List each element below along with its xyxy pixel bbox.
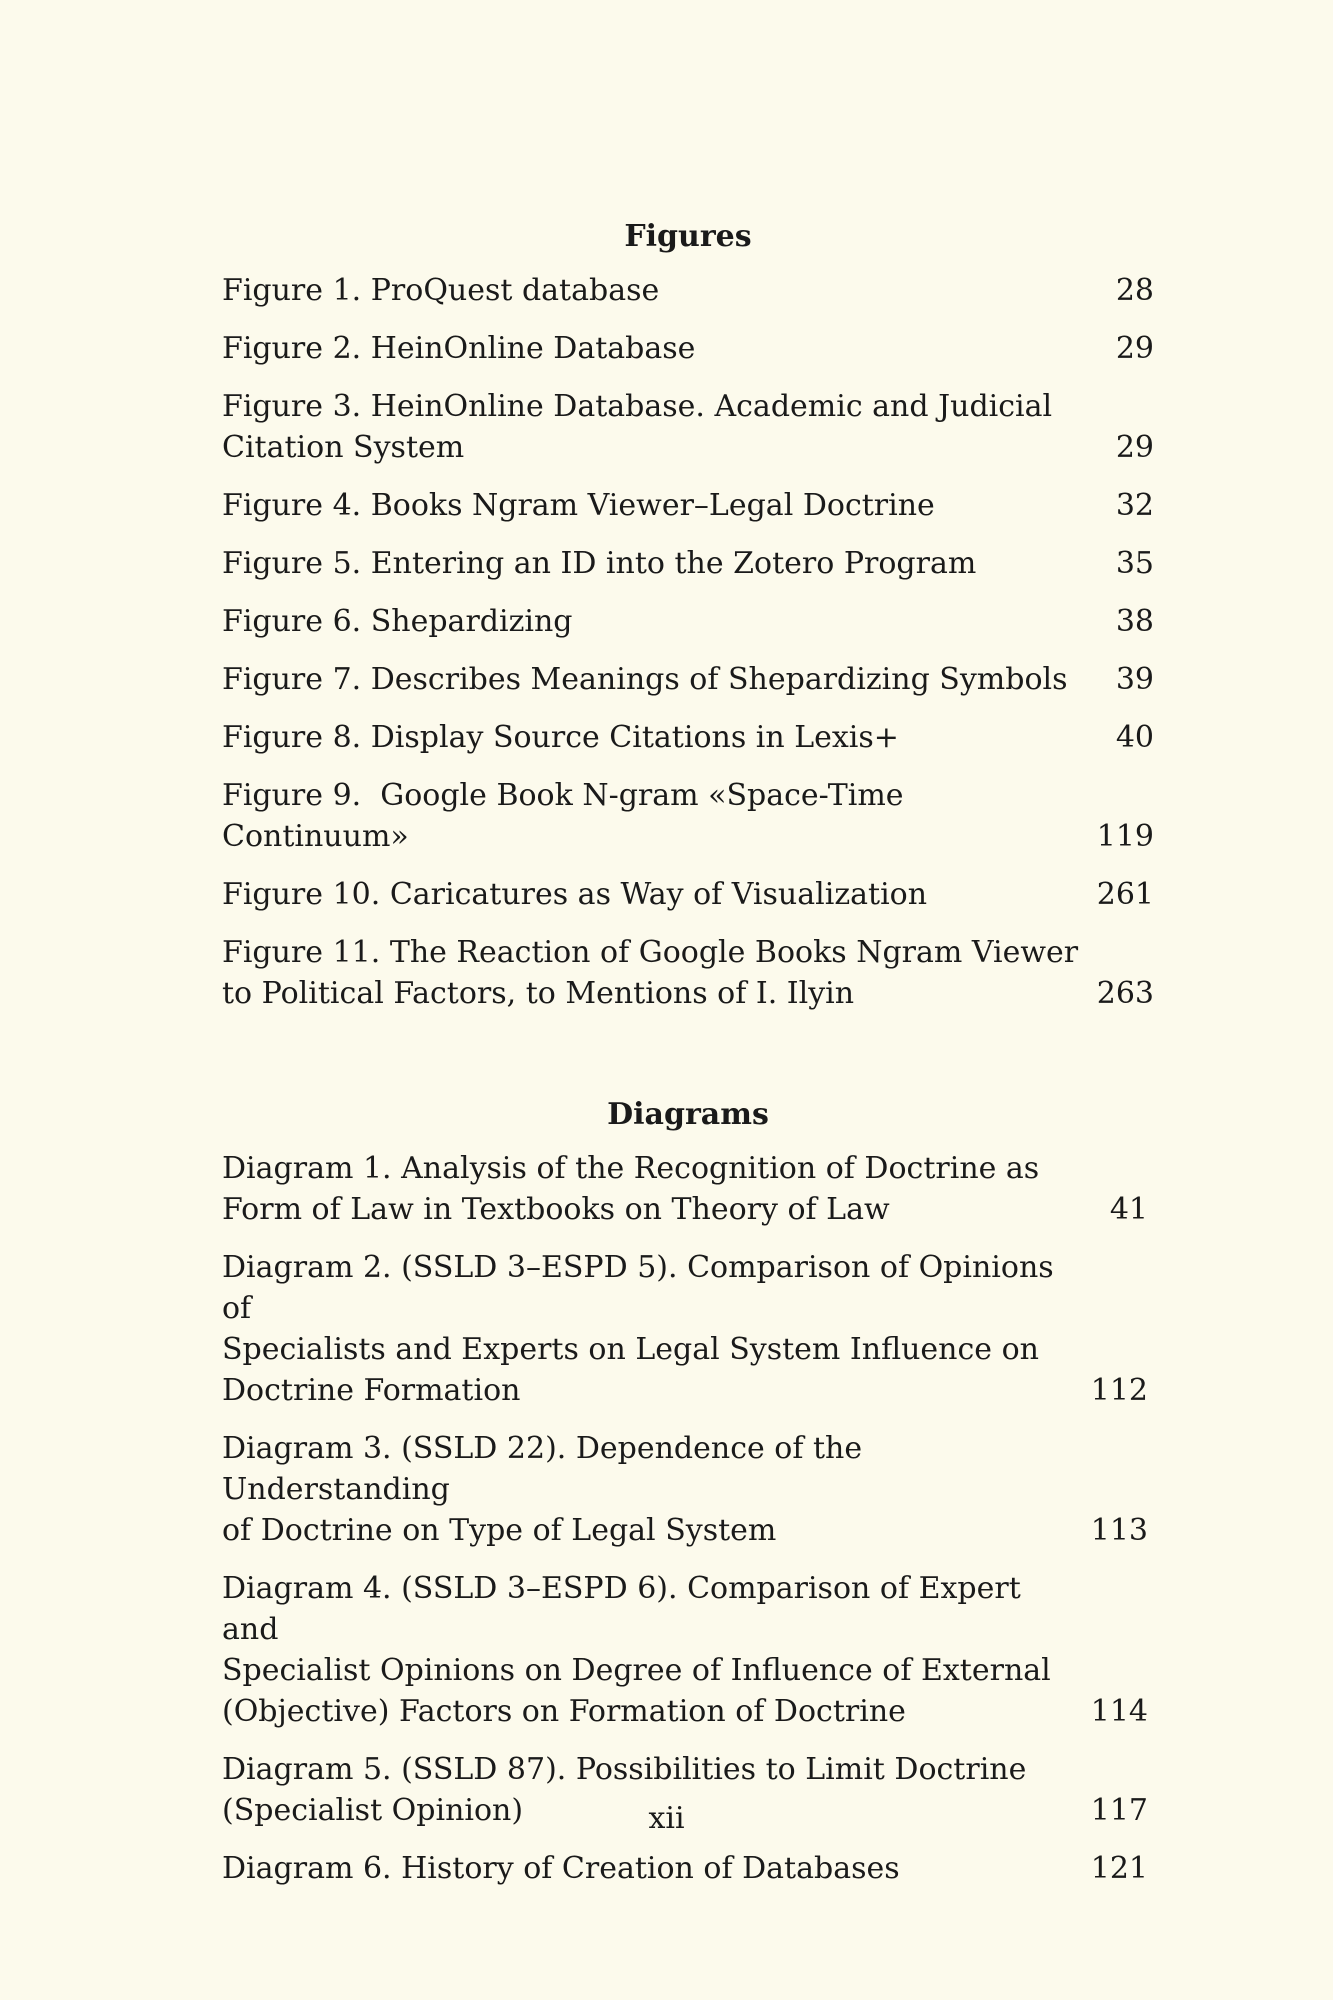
entry-page-number: 28 <box>1115 273 1154 308</box>
entry-title: Diagram 2. (SSLD 3–ESPD 5). Comparison of Opinions of Specialists and Experts on Legal System Influence on Doctrine Formation <box>222 1250 1054 1408</box>
entry-page-number: 261 <box>1096 877 1154 912</box>
entry-title: Figure 8. Display Source Citations in Lexis+ <box>222 720 899 755</box>
entry-page-number: 41 <box>1109 1192 1148 1227</box>
entry-title: Figure 5. Entering an ID into the Zotero Program <box>222 546 977 581</box>
entry-page-number: 114 <box>1090 1694 1148 1729</box>
diagram-entry <box>222 1428 1154 1551</box>
entry-title: Figure 9. Google Book N-gram «Space-Time Continuum» <box>222 778 904 854</box>
diagrams-list <box>222 1148 1154 1889</box>
entry-page-number: 38 <box>1115 604 1154 639</box>
entry-page-number: 263 <box>1096 976 1154 1011</box>
entry-title: Diagram 4. (SSLD 3–ESPD 6). Comparison of Expert and Specialist Opinions on Degree of Influence of External (Objective) Factors on Formation of Doctrine <box>222 1571 1051 1729</box>
diagrams-heading: Diagrams <box>607 1097 769 1132</box>
page-number: xii <box>648 1801 685 1836</box>
entry-title: Figure 7. Describes Meanings of Shepardizing Symbols <box>222 662 1068 697</box>
entry-page-number: 119 <box>1096 819 1154 854</box>
entry-title: Figure 4. Books Ngram Viewer–Legal Doctrine <box>222 488 935 523</box>
diagram-entry <box>222 1848 1154 1889</box>
entry-title: Figure 3. HeinOnline Database. Academic and Judicial Citation System <box>222 389 1053 465</box>
figure-entry <box>222 485 1154 526</box>
figure-entry <box>222 717 1154 758</box>
entry-title: Diagram 3. (SSLD 22). Dependence of the Understanding of Doctrine on Type of Legal System <box>222 1431 863 1548</box>
diagram-entry <box>222 1247 1154 1411</box>
entry-page-number: 29 <box>1115 430 1154 465</box>
entry-page-number: 40 <box>1115 720 1154 755</box>
entry-title: Diagram 6. History of Creation of Databases <box>222 1851 900 1886</box>
diagram-entry <box>222 1568 1154 1732</box>
entry-page-number: 32 <box>1115 488 1154 523</box>
entry-title: Figure 10. Caricatures as Way of Visualization <box>222 877 928 912</box>
entry-page-number: 29 <box>1115 331 1154 366</box>
entry-title: Figure 2. HeinOnline Database <box>222 331 696 366</box>
entry-title: Figure 1. ProQuest database <box>222 273 660 308</box>
figure-entry <box>222 543 1154 584</box>
entry-page-number: 39 <box>1115 662 1154 697</box>
figures-list <box>222 270 1154 1014</box>
figure-entry <box>222 270 1154 311</box>
diagrams-section <box>222 1090 1154 1906</box>
figures-heading: Figures <box>624 219 752 254</box>
figures-section <box>222 212 1154 1031</box>
entry-page-number: 117 <box>1090 1793 1148 1828</box>
entry-title: Diagram 1. Analysis of the Recognition of Doctrine as Form of Law in Textbooks on Theory of Law <box>222 1151 1040 1227</box>
figure-entry <box>222 386 1154 468</box>
entry-page-number: 121 <box>1090 1851 1148 1886</box>
entry-page-number: 35 <box>1115 546 1154 581</box>
figure-entry <box>222 874 1154 915</box>
entry-page-number: 113 <box>1090 1513 1148 1548</box>
figure-entry <box>222 328 1154 369</box>
entry-title: Figure 6. Shepardizing <box>222 604 573 639</box>
entry-page-number: 112 <box>1090 1373 1148 1408</box>
entry-title: Diagram 5. (SSLD 87). Possibilities to Limit Doctrine (Specialist Opinion) <box>222 1752 1027 1828</box>
figure-entry <box>222 601 1154 642</box>
figure-entry <box>222 775 1154 857</box>
figure-entry <box>222 659 1154 700</box>
figure-entry <box>222 932 1154 1014</box>
entry-title: Figure 11. The Reaction of Google Books Ngram Viewer to Political Factors, to Mentions of I. Ilyin <box>222 935 1079 1011</box>
diagram-entry <box>222 1148 1154 1230</box>
